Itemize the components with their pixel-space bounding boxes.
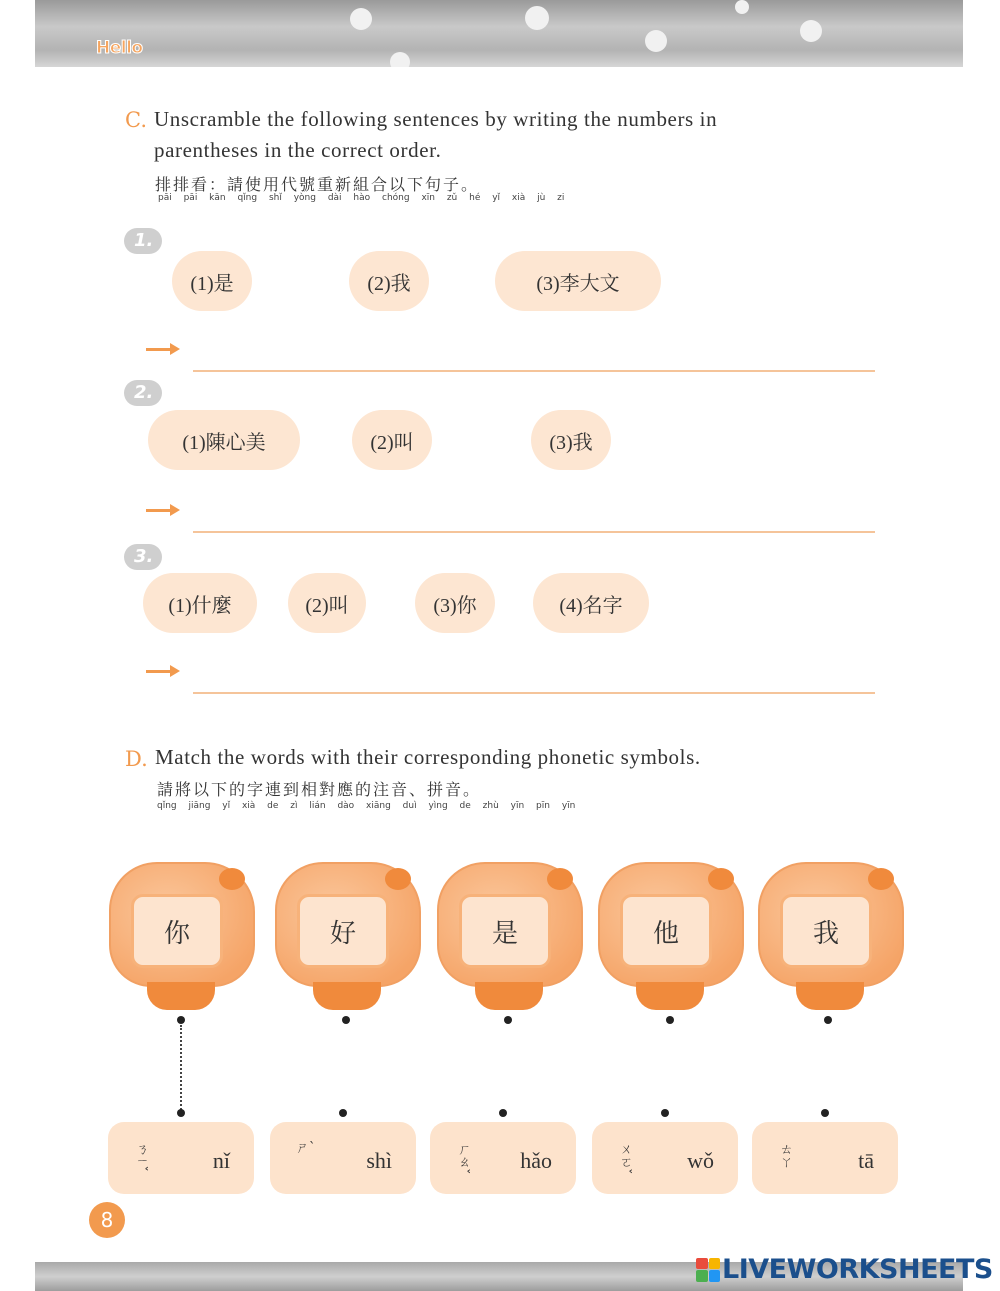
zhuyin-label: ㄊㄚ [777, 1142, 792, 1168]
zhuyin-label: ㄏㄠˇ [455, 1142, 470, 1175]
arrow-right-icon [146, 665, 182, 677]
word-mascot-ni[interactable] [109, 862, 255, 1012]
phonetic-card-wo[interactable] [592, 1122, 738, 1194]
word-chip: (1)什麼 [143, 573, 257, 633]
match-point-top-2[interactable] [342, 1016, 350, 1024]
example-match-line [180, 1025, 182, 1113]
section-d-letter: D. [125, 747, 148, 771]
match-point-top-1[interactable] [177, 1016, 185, 1024]
phonetic-card-ta[interactable] [752, 1122, 898, 1194]
word-chip: (3)李大文 [495, 251, 661, 311]
match-point-bottom-3[interactable] [499, 1109, 507, 1117]
match-point-top-4[interactable] [666, 1016, 674, 1024]
pinyin-label: shì [366, 1148, 392, 1173]
word-label: 你 [131, 894, 223, 968]
section-d-chinese-instruction: 請將以下的字連到相對應的注音、拼音。 [157, 780, 482, 799]
word-chip: (1)陳心美 [148, 410, 300, 470]
word-label: 是 [459, 894, 551, 968]
word-mascot-wo[interactable] [758, 862, 904, 1012]
pinyin-label: tā [858, 1148, 874, 1173]
word-mascot-shi[interactable] [437, 862, 583, 1012]
word-mascot-hao[interactable] [275, 862, 421, 1012]
phonetic-card-shi[interactable] [270, 1122, 416, 1194]
word-label: 好 [297, 894, 389, 968]
section-d-instruction: Match the words with their corresponding phonetic symbols. [155, 745, 701, 769]
word-chip: (1)是 [172, 251, 252, 311]
match-point-bottom-4[interactable] [661, 1109, 669, 1117]
zhuyin-label: ㄨㄛˇ [617, 1142, 632, 1175]
word-chip: (2)叫 [352, 410, 432, 470]
section-c-pinyin: pāi pāi kān qǐng shǐ yòng dài hào chóng xīn zǔ hé yǐ xià jù zi [158, 193, 565, 203]
match-point-top-3[interactable] [504, 1016, 512, 1024]
question-number-1: 1. [124, 228, 162, 254]
word-chip: (3)你 [415, 573, 495, 633]
word-label: 我 [780, 894, 872, 968]
section-d-pinyin: qǐng jiāng yǐ xià de zì lián dào xiāng duì yìng de zhù yīn pīn yīn [157, 801, 576, 811]
match-point-bottom-5[interactable] [821, 1109, 829, 1117]
zhuyin-label: ㄋㄧˇ [133, 1142, 148, 1172]
word-chip: (3)我 [531, 410, 611, 470]
section-c-chinese-instruction: 排排看：請使用代號重新組合以下句子。 [155, 175, 480, 194]
answer-input-1[interactable] [193, 370, 875, 372]
question-number-3: 3. [124, 544, 162, 570]
zhuyin-label: ㄕˋ [296, 1141, 316, 1156]
match-point-top-5[interactable] [824, 1016, 832, 1024]
hello-label: Hello [96, 38, 143, 58]
pinyin-label: hǎo [520, 1148, 552, 1173]
liveworksheets-logo [696, 1254, 993, 1285]
match-point-bottom-2[interactable] [339, 1109, 347, 1117]
top-banner [35, 0, 963, 67]
pinyin-label: wǒ [687, 1148, 714, 1173]
match-point-bottom-1[interactable] [177, 1109, 185, 1117]
word-chip: (2)我 [349, 251, 429, 311]
answer-input-2[interactable] [193, 531, 875, 533]
word-mascot-ta[interactable] [598, 862, 744, 1012]
brand-name: LIVEWORKSHEETS [722, 1254, 993, 1285]
page-number: 8 [89, 1202, 125, 1238]
logo-icon [696, 1258, 720, 1282]
section-c-letter: C. [125, 108, 147, 132]
answer-input-3[interactable] [193, 692, 875, 694]
phonetic-card-ni[interactable] [108, 1122, 254, 1194]
phonetic-card-hao[interactable] [430, 1122, 576, 1194]
pinyin-label: nǐ [212, 1148, 230, 1173]
word-label: 他 [620, 894, 712, 968]
word-chip: (4)名字 [533, 573, 649, 633]
section-c-instruction-line2: parentheses in the correct order. [154, 138, 442, 162]
arrow-right-icon [146, 504, 182, 516]
word-chip: (2)叫 [288, 573, 366, 633]
section-c-instruction-line1: Unscramble the following sentences by writing the numbers in [154, 107, 718, 131]
arrow-right-icon [146, 343, 182, 355]
question-number-2: 2. [124, 380, 162, 406]
